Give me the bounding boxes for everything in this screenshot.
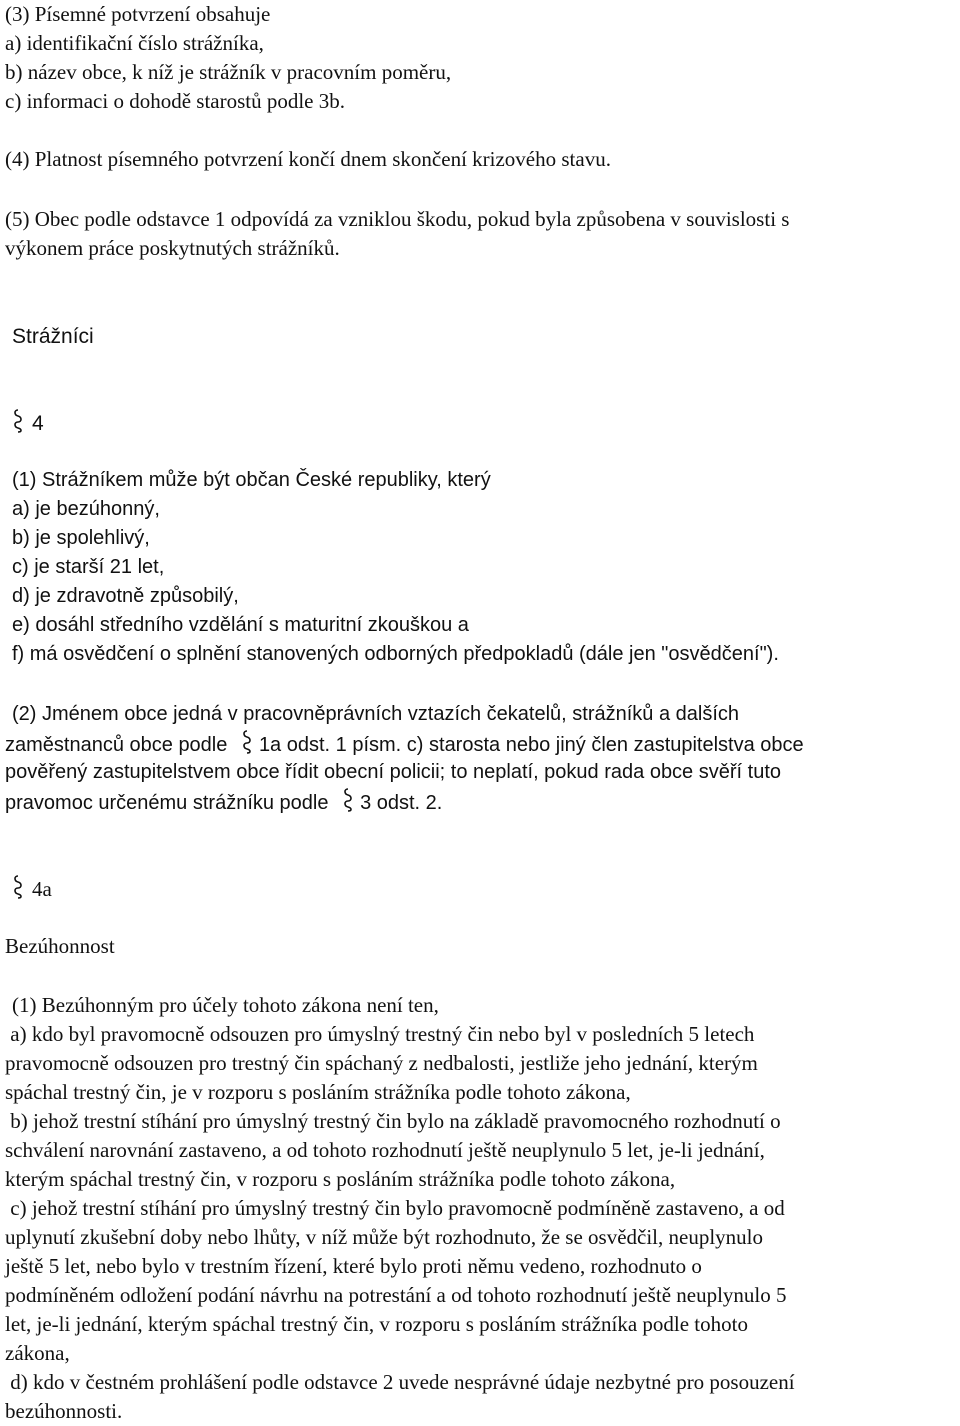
paragraph-3-intro: (3) Písemné potvrzení obsahuje [5, 2, 271, 26]
paragraph-3-item-b: b) název obce, k níž je strážník v pracovním poměru, [5, 60, 452, 84]
section-sign-icon [241, 729, 253, 755]
section-4a-title: Bezúhonnost [5, 934, 115, 958]
s4a-line: schválení narovnání zastaveno, a od tohoto rozhodnutí ještě neuplynulo 5 let, je-li jednání, [5, 1138, 765, 1162]
s4-paragraph-1-item-b: b) je spolehlivý, [12, 527, 150, 549]
s4-p2-line-4-end: 3 odst. 2. [360, 792, 443, 814]
s4a-line: (1) Bezúhonným pro účely tohoto zákona není ten, [12, 993, 439, 1017]
s4a-line: c) jehož trestní stíhání pro úmyslný trestný čin bylo pravomocně podmíněně zastaveno, a od [5, 1196, 785, 1220]
s4-paragraph-1-item-e: e) dosáhl středního vzdělání s maturitní zkouškou a [12, 614, 469, 636]
paragraph-5-line-2: výkonem práce poskytnutých strážníků. [5, 236, 340, 260]
s4-paragraph-1-intro: (1) Strážníkem může být občan České republiky, který [12, 469, 491, 491]
section-sign-icon [342, 787, 354, 813]
paragraph-3-item-a: a) identifikační číslo strážníka, [5, 31, 264, 55]
s4-p2-line-2-start: zaměstnanců obce podle [5, 734, 228, 756]
s4a-line: kterým spáchal trestný čin, v rozporu s posláním strážníka podle tohoto zákona, [5, 1167, 676, 1191]
s4a-line: a) kdo byl pravomocně odsouzen pro úmyslný trestný čin nebo byl v posledních 5 letech [5, 1022, 755, 1046]
s4-p2-line-4-start: pravomoc určenému strážníku podle [5, 792, 329, 814]
s4a-line: let, je-li jednání, kterým spáchal trestný čin, v rozporu s posláním strážníka podle tohoto [5, 1312, 748, 1336]
s4-paragraph-2-line-4 [5, 787, 442, 818]
section-4-header [12, 408, 44, 438]
section-4-number: 4 [32, 412, 44, 435]
section-heading-strazniki: Strážníci [12, 325, 94, 348]
s4a-line: podmíněném odložení podání návrhu na potrestání a od tohoto rozhodnutí ještě neuplynulo 5 [5, 1283, 787, 1307]
s4-paragraph-1-item-d: d) je zdravotně způsobilý, [12, 585, 239, 607]
s4a-line: b) jehož trestní stíhání pro úmyslný trestný čin bylo na základě pravomocného rozhodnutí o [5, 1109, 781, 1133]
s4a-line: uplynutí zkušební doby nebo lhůty, v níž může být rozhodnuto, že se osvědčil, neuplynulo [5, 1225, 763, 1249]
section-4a-header [12, 874, 52, 904]
s4a-line: bezúhonnosti. [5, 1399, 123, 1423]
s4a-line: d) kdo v čestném prohlášení podle odstavce 2 uvede nesprávné údaje nezbytné pro posouzení [5, 1370, 795, 1394]
section-sign-icon [12, 874, 24, 900]
s4-paragraph-2-line-2 [5, 729, 804, 760]
s4a-line: zákona, [5, 1341, 70, 1365]
s4-paragraph-1-item-f: f) má osvědčení o splnění stanovených odborných předpokladů (dále jen "osvědčení"). [12, 643, 779, 665]
paragraph-5-line-1: (5) Obec podle odstavce 1 odpovídá za vzniklou škodu, pokud byla způsobena v souvislosti s [5, 207, 790, 231]
s4-paragraph-1-item-c: c) je starší 21 let, [12, 556, 165, 578]
paragraph-3-item-c: c) informaci o dohodě starostů podle 3b. [5, 89, 345, 113]
s4-paragraph-2-line-1: (2) Jménem obce jedná v pracovněprávních vztazích čekatelů, strážníků a dalších [12, 703, 740, 725]
section-sign-icon [12, 408, 24, 434]
s4a-line: pravomocně odsouzen pro trestný čin spáchaný z nedbalosti, jestliže jeho jednání, kterým [5, 1051, 758, 1075]
section-4a-number: 4a [32, 877, 52, 901]
s4a-line: spáchal trestný čin, je v rozporu s posláním strážníka podle tohoto zákona, [5, 1080, 631, 1104]
s4a-line: ještě 5 let, nebo bylo v trestním řízení, které bylo proti němu vedeno, rozhodnuto o [5, 1254, 702, 1278]
s4-p2-line-2-end: 1a odst. 1 písm. c) starosta nebo jiný člen zastupitelstva obce [258, 734, 804, 756]
s4-paragraph-2-line-3: pověřený zastupitelstvem obce řídit obecní policii; to neplatí, pokud rada obce svěří tuto [5, 761, 781, 783]
paragraph-4: (4) Platnost písemného potvrzení končí dnem skončení krizového stavu. [5, 147, 611, 171]
s4-paragraph-1-item-a: a) je bezúhonný, [12, 498, 160, 520]
